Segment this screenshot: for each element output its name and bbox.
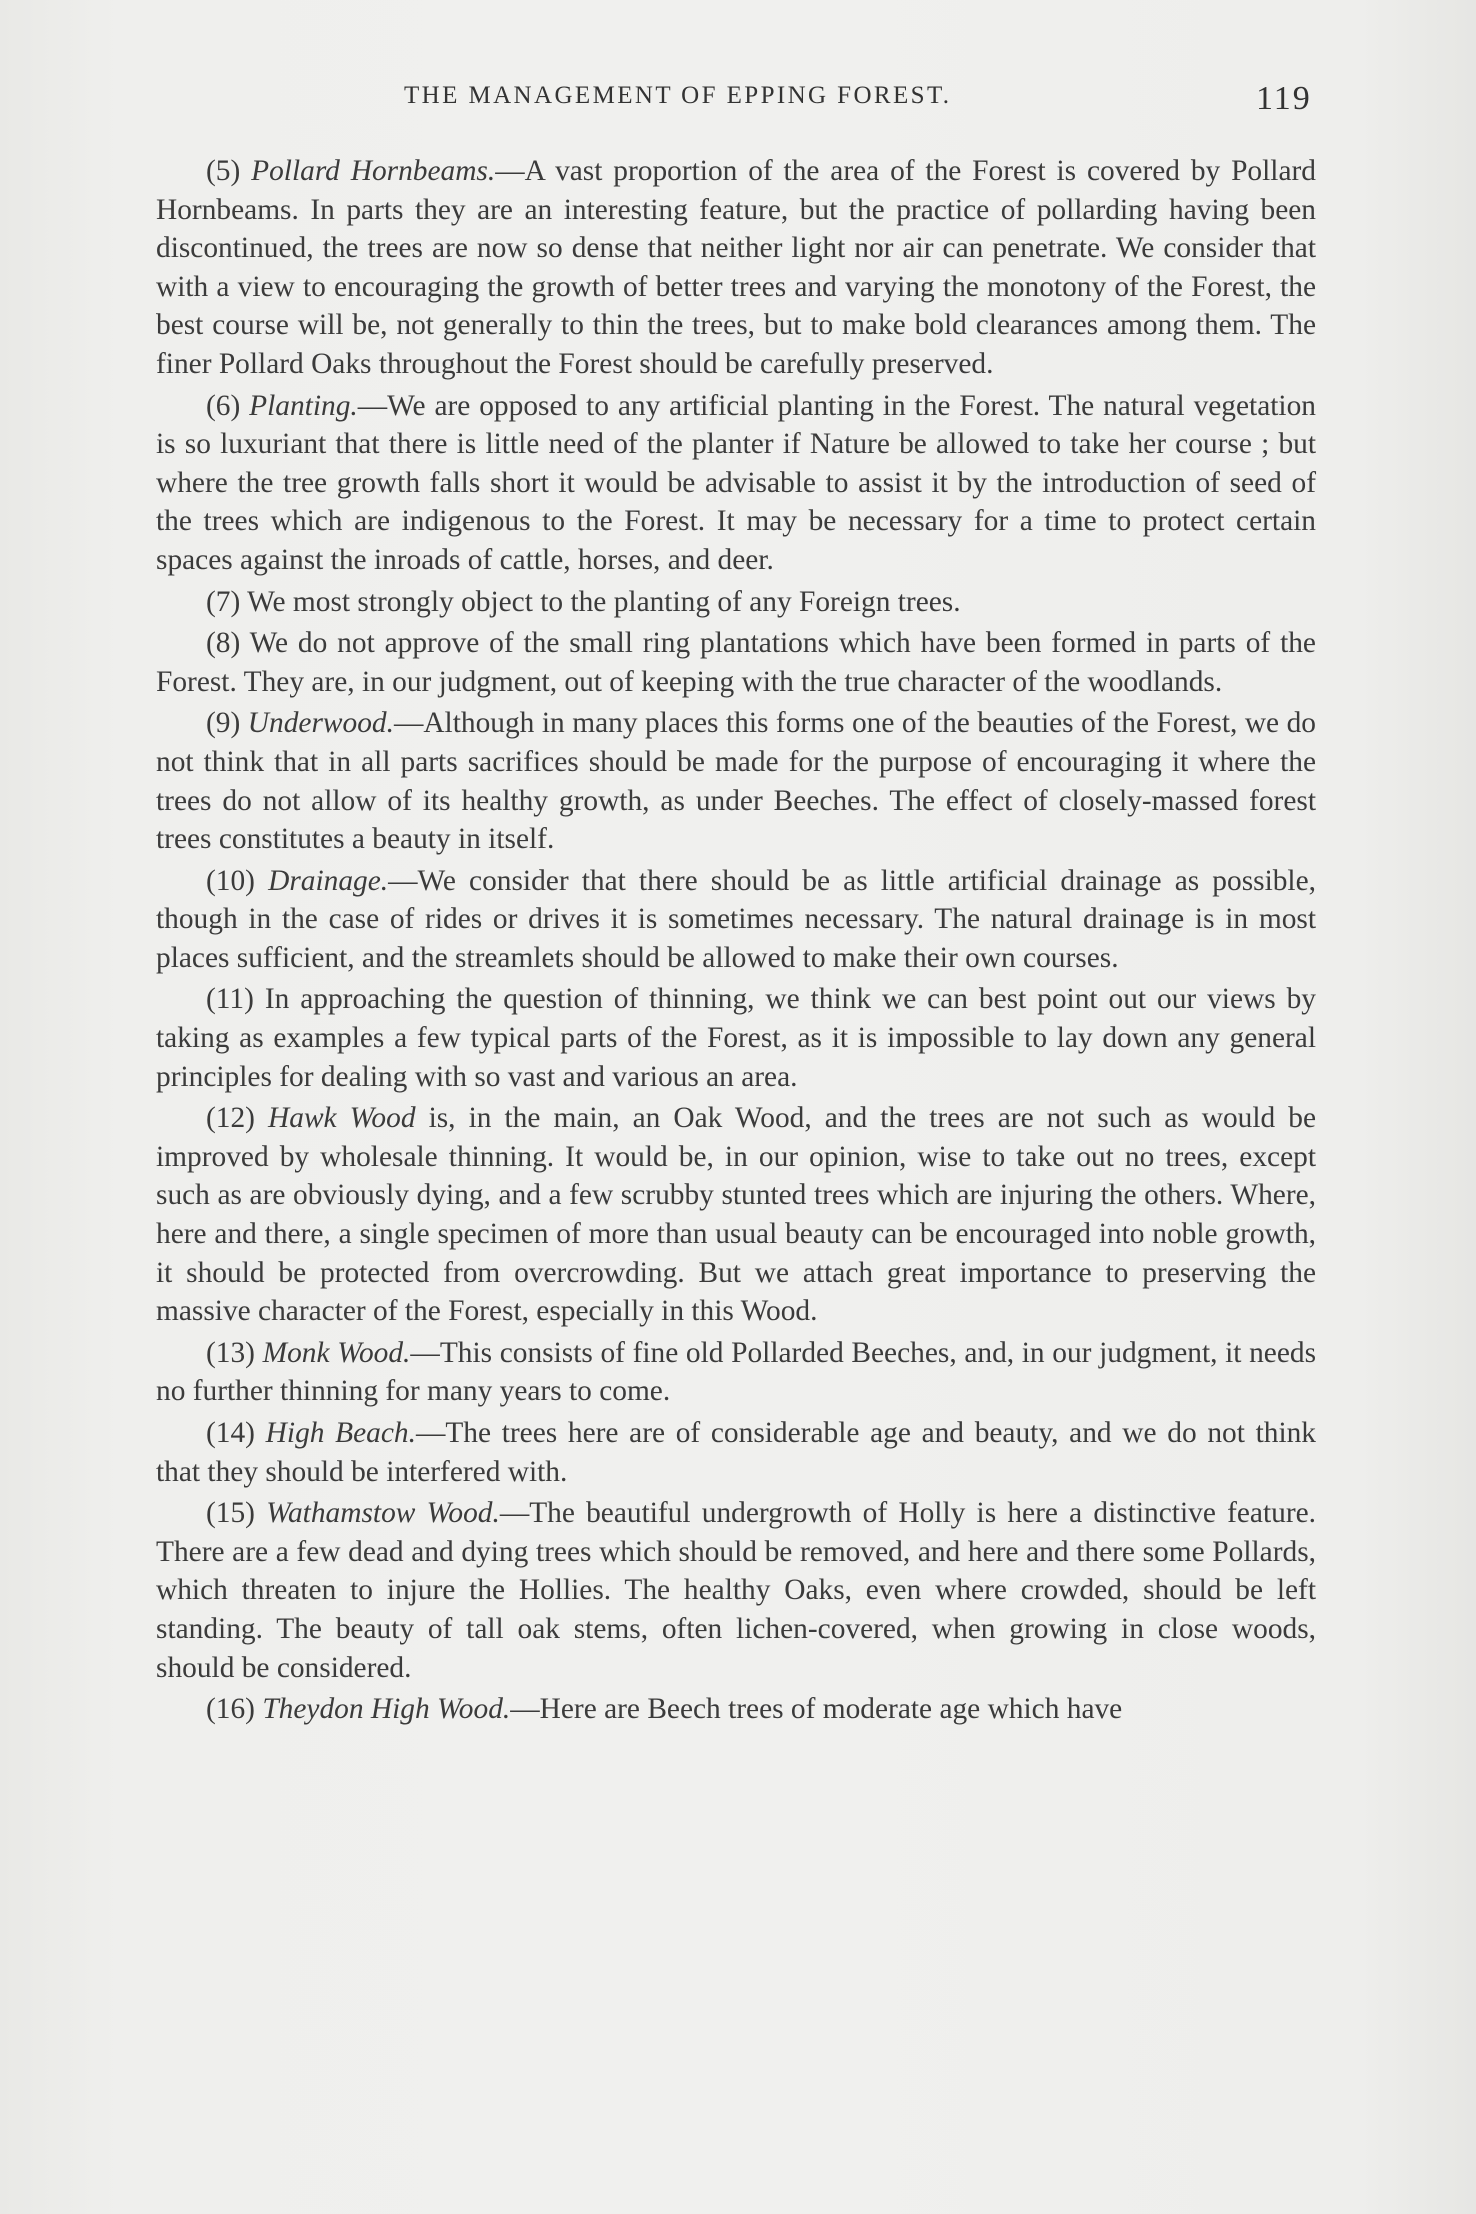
paragraph-11 [156,980,1316,1096]
paragraph-number: (11) [206,983,254,1016]
paragraph-14 [156,1414,1316,1491]
paragraph-heading: Theydon High Wood. [262,1693,511,1726]
page-header [0,80,1476,130]
paragraph-10 [156,862,1316,978]
paragraph-text: is, in the main, an Oak Wood, and the trees are not such as would be improved by wholesale thinning. It would be, in our opinion, wise to take out no trees, except such as are obviously dying, and a few scrubby stunted trees which are injuring the others. Where, here and there, a single specimen of more than usual beauty can be encouraged into noble growth, it should be protected from overcrowding. But we attach great importance to preserving the massive character of the Forest, especially in this Wood. [156,1102,1316,1328]
paragraph-text: We do not approve of the small ring plantations which have been formed in parts of the Forest. They are, in our judgment, out of keeping with the true character of the woodlands. [156,627,1316,698]
paragraph-number: (5) [206,155,241,187]
paragraph-number: (10) [206,864,255,897]
paragraph-text: We most strongly object to the planting of any Foreign trees. [247,585,961,618]
paragraph-number: (15) [206,1497,255,1530]
paragraph-heading: Planting. [249,389,358,422]
running-title: THE MANAGEMENT OF EPPING FOREST. [404,82,952,109]
paragraph-6 [156,387,1316,580]
paragraph-text: —The trees here are of considerable age and beauty, and we do not think that they should be interfered with. [156,1417,1316,1488]
paragraph-number: (12) [206,1102,255,1135]
paragraph-heading: High Beach. [265,1417,416,1449]
paragraph-8 [156,624,1316,701]
paragraph-text: —A vast proportion of the area of the Forest is covered by Pollard Hornbeams. In parts they are an interesting feature, but the practice of pollarding having been discontinued, the trees are now so dense that neither light nor air can penetrate. We consider that with a view to encouraging the growth of better trees and varying the monotony of the Forest, the best course will be, not generally to thin the trees, but to make bold clearances among them. The finer Pollard Oaks throughout the Forest should be carefully preserved. [156,155,1316,380]
paragraph-15 [156,1494,1316,1687]
paragraph-text: —Although in many places this forms one of the beauties of the Forest, we do not think that in all parts sacrifices should be made for the purpose of encouraging it where the trees do not allow of its healthy growth, as under Beeches. The effect of closely-massed forest trees constitutes a beauty in itself. [156,707,1316,856]
paragraph-heading: Underwood. [247,707,394,740]
paragraph-heading: Pollard Hornbeams. [251,155,496,187]
paragraph-7 [156,583,1316,622]
paragraph-text: —We consider that there should be as little artificial drainage as possible, though in the case of rides or drives it is sometimes necessary. The natural drainage is in most places sufficient, and the streamlets should be allowed to make their own courses. [156,864,1316,974]
paragraph-text: In approaching the question of thinning, we think we can best point out our views by taking as examples a few typical parts of the Forest, as it is impossible to lay down any general principles for dealing with so vast and various an area. [156,983,1316,1093]
paragraph-number: (16) [206,1693,255,1726]
paragraph-16 [156,1690,1316,1729]
paragraph-text: —Here are Beech trees of moderate age which have [510,1693,1123,1726]
paragraph-heading: Drainage. [268,864,389,897]
paragraph-text: —This consists of fine old Pollarded Beeches, and, in our judgment, it needs no further thinning for many years to come. [156,1336,1317,1408]
paragraph-number: (7) [206,585,241,618]
page-number: 119 [1256,80,1312,117]
paragraph-text: —We are opposed to any artificial planting in the Forest. The natural vegetation is so luxuriant that there is little need of the planter if Nature be allowed to take her course ; but where the tree growth falls short it would be advisable to assist it by the introduction of seed of the trees which are indigenous to the Forest. It may be necessary for a time to protect certain spaces against the inroads of cattle, horses, and deer. [156,389,1316,576]
paragraph-number: (14) [206,1417,255,1449]
paragraph-number: (6) [206,389,241,422]
paragraph-number: (8) [206,627,241,660]
paragraph-12 [156,1099,1316,1331]
paragraph-heading: Wathamstow Wood. [266,1497,500,1530]
paragraph-5 [156,152,1316,384]
paragraph-heading: Monk Wood. [262,1336,411,1369]
paragraph-13 [156,1334,1316,1411]
paragraph-number: (13) [206,1336,255,1369]
paragraph-heading: Hawk Wood [268,1102,416,1135]
page-body [156,152,1316,1732]
paragraph-number: (9) [206,707,241,740]
paragraph-text: —The beautiful undergrowth of Holly is here a distinctive feature. There are a few dead and dying trees which should be removed, and here and there some Pollards, which threaten to injure the Hollies. The healthy Oaks, even where crowded, should be left standing. The beauty of tall oak stems, often lichen-covered, when growing in close woods, should be considered. [156,1497,1316,1684]
paragraph-9 [156,704,1316,858]
